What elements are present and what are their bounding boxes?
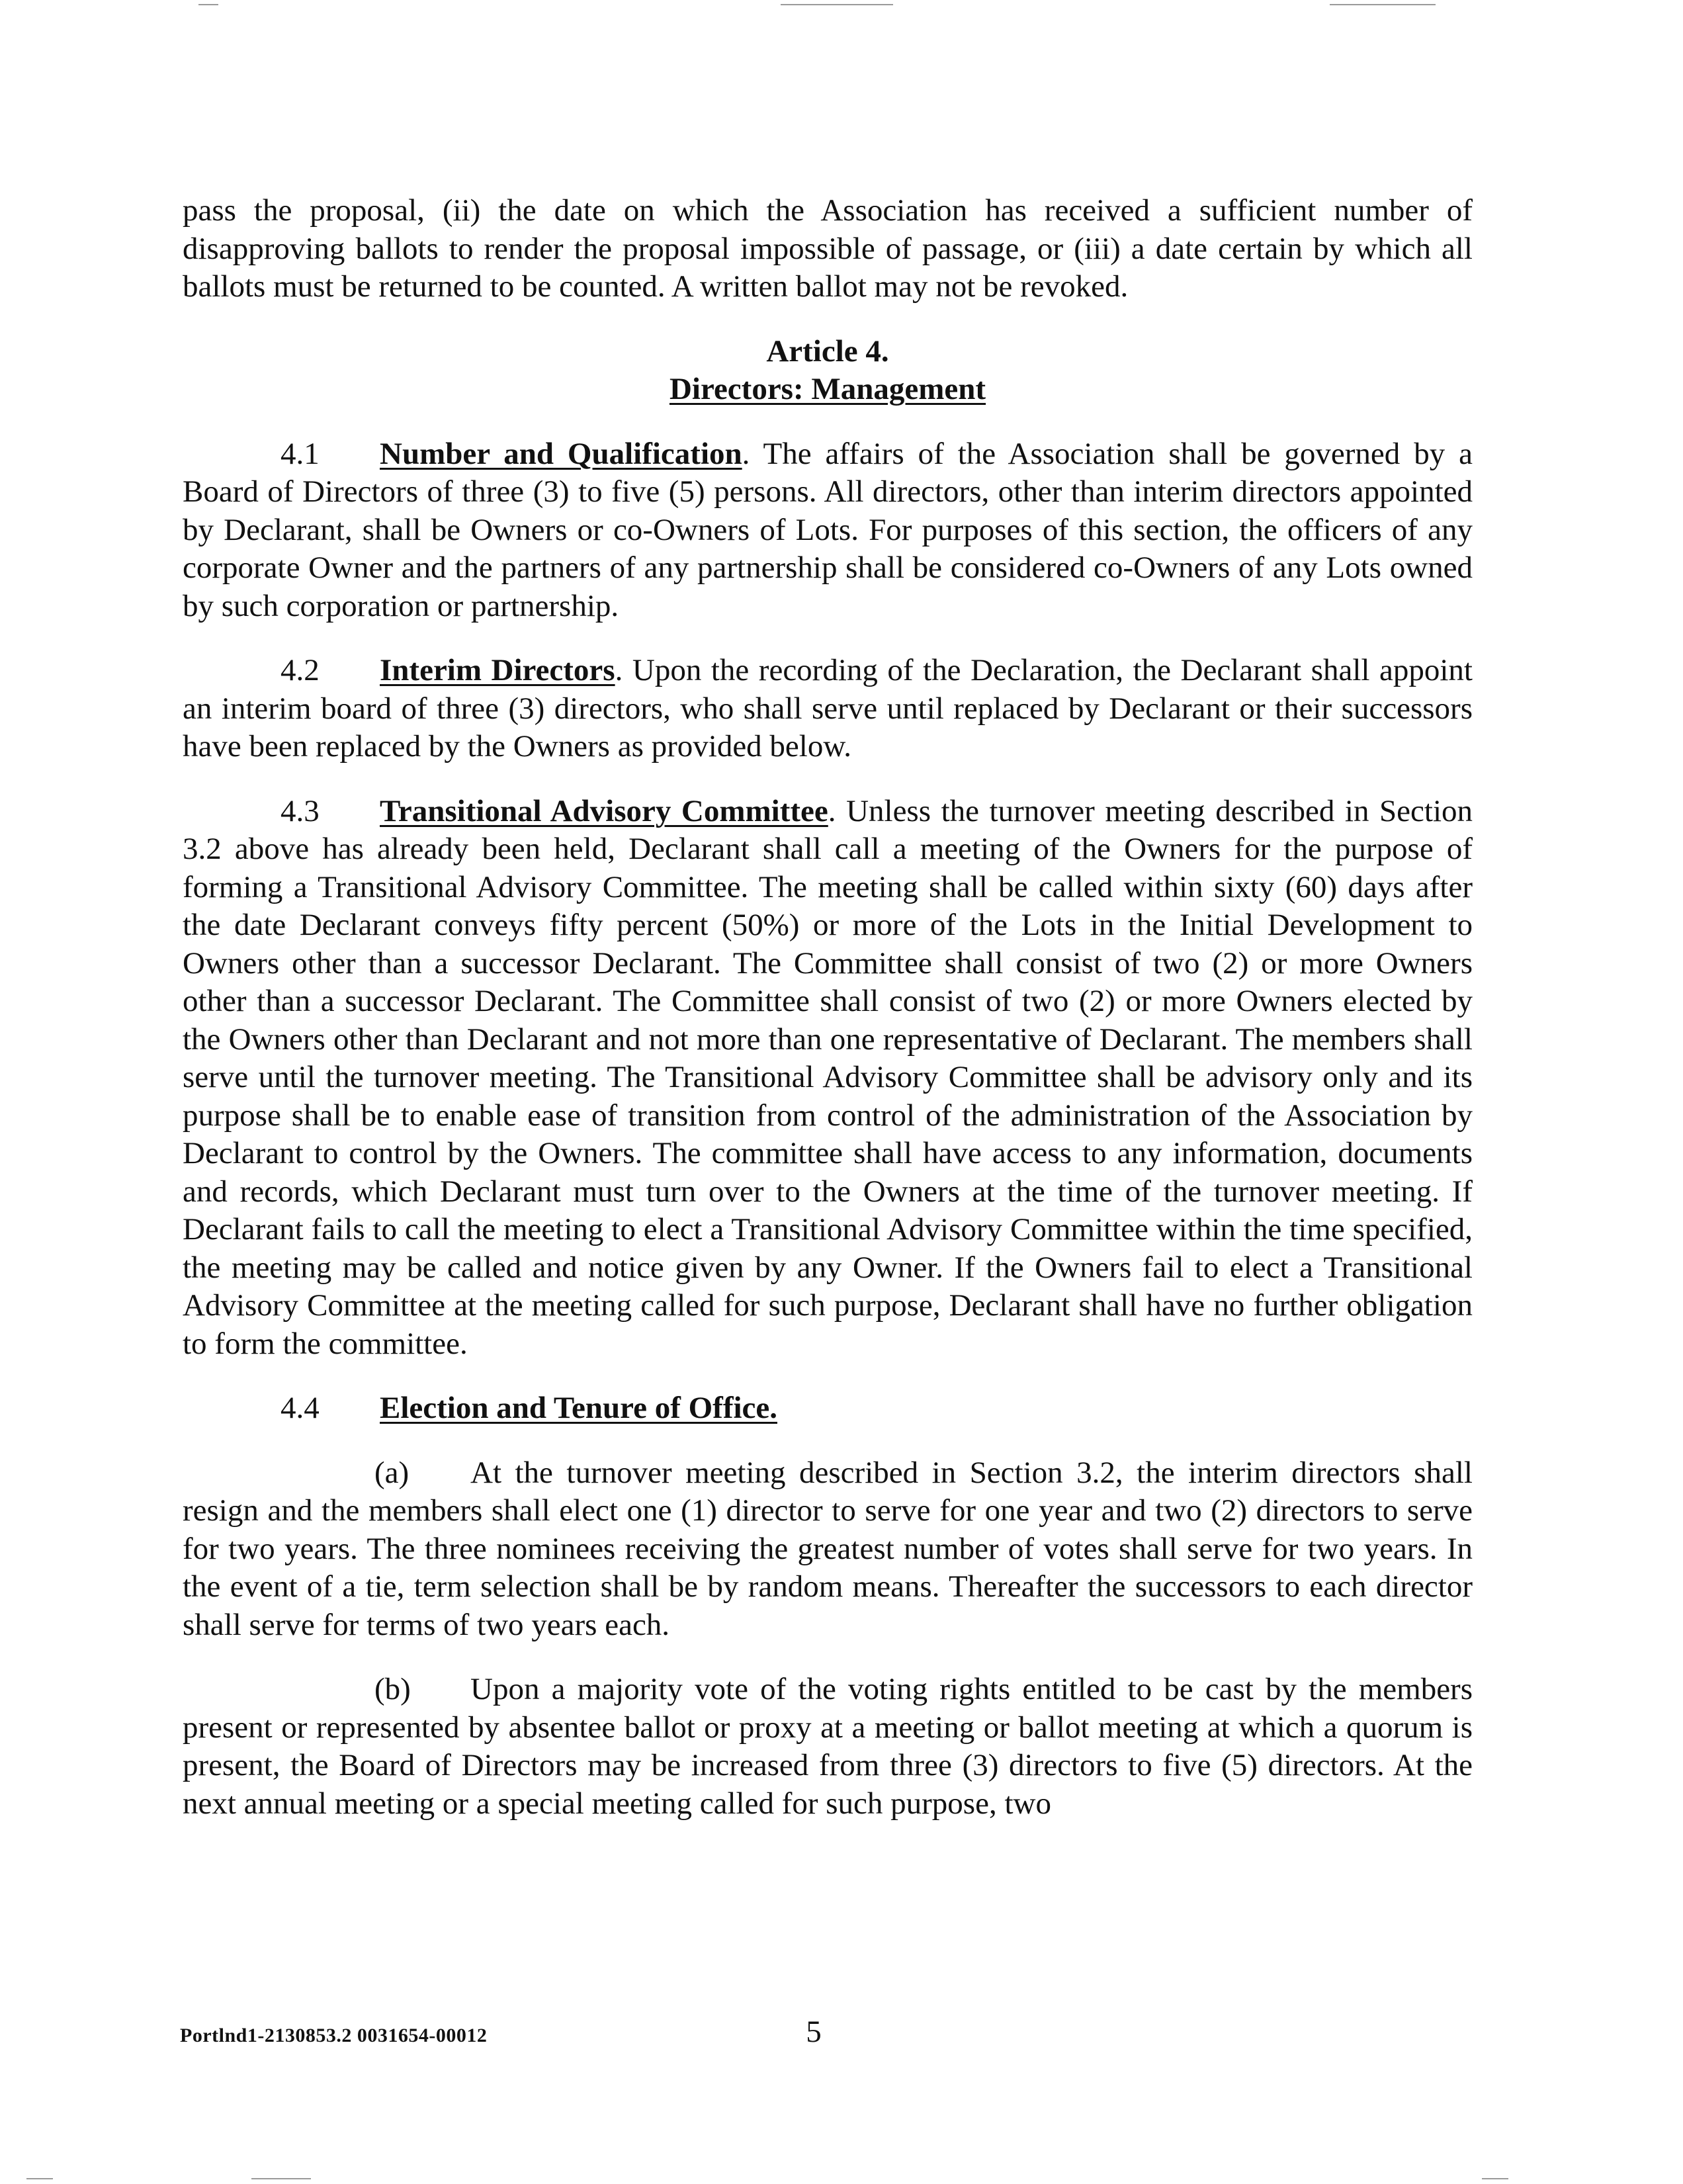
subsection-b: [183, 1671, 1473, 1823]
article-title: Directors: Management: [669, 372, 986, 406]
section-title: Interim Directors: [380, 653, 615, 687]
document-identifier: Portlnd1-2130853.2 0031654-00012: [180, 2025, 488, 2046]
section-title: Election and Tenure of Office.: [380, 1391, 777, 1425]
section-number: 4.1: [280, 436, 320, 471]
section-text: . Upon the recording of the Declaration, the Declarant shall appoint an interim board of three (3) directors, who shall serve until replaced by Declarant or their successors have been replaced by the Owners as provided below.: [183, 653, 1473, 764]
document-body: [183, 192, 1473, 1823]
section-4-2: [183, 652, 1473, 766]
scan-artifact: [26, 2178, 53, 2179]
scan-artifact: [198, 4, 218, 5]
article-number: Article 4.: [766, 333, 889, 369]
page-number: 5: [806, 2015, 822, 2049]
section-title: Transitional Advisory Committee: [380, 793, 828, 828]
article-heading: [183, 333, 1473, 409]
continuation-paragraph: pass the proposal, (ii) the date on which the Association has received a sufficient number of disapproving ballots to render the proposal impossible of passage, or (iii) a date certain by which all ballots must be returned to be counted. A written ballot may not be revoked.: [183, 193, 1473, 304]
section-text: . The affairs of the Association shall be governed by a Board of Directors of three (3) to five (5) persons. All directors, other than interim directors appointed by Declarant, shall be Owners or co-Owners of Lots. For purposes of this section, the officers of any corporate Owner and the partners of any partnership shall be considered co-Owners of any Lots owned by such corporation or partnership.: [183, 436, 1473, 623]
section-number: 4.3: [280, 793, 320, 828]
section-4-4: [183, 1389, 1473, 1428]
section-title: Number and Qualification: [380, 436, 742, 471]
subsection-a: [183, 1454, 1473, 1645]
subsection-text: Upon a majority vote of the voting rights entitled to be cast by the members present or represented by absentee ballot or proxy at a meeting or ballot meeting at which a quorum is present, the Board of Directors may be increased from three (3) directors to five (5) directors. At the next annual meeting or a special meeting called for such purpose, two: [183, 1672, 1473, 1821]
section-number: 4.2: [280, 653, 320, 687]
subsection-label: (a): [374, 1455, 410, 1490]
section-4-3: [183, 793, 1473, 1364]
section-number: 4.4: [280, 1391, 320, 1425]
subsection-text: At the turnover meeting described in Section 3.2, the interim directors shall resign and the members shall elect one (1) director to serve for one year and two (2) directors to serve for two years. The three nominees receiving the greatest number of votes shall serve for two years. In the event of a tie, term selection shall be by random means. Thereafter the successors to each director shall serve for terms of two years each.: [183, 1455, 1473, 1642]
scan-artifact: [1482, 2178, 1508, 2179]
section-text: . Unless the turnover meeting described in Section 3.2 above has already been held, Declarant shall call a meeting of the Owners for the purpose of forming a Transitional Advisory Committee. The meeting shall be called within sixty (60) days after the date Declarant conveys fifty percent (50%) or more of the Lots in the Initial Development to Owners other than a successor Declarant. The Committee shall consist of two (2) or more Owners other than a successor Declarant. The Committee shall consist of two (2) or more Owners elected by the Owners other than Declarant and not more than one representative of Declarant. The members shall serve until the turnover meeting. The Transitional Advisory Committee shall be advisory only and its purpose shall be to enable ease of transition from control of the administration of the Association by Declarant to control by the Owners. The committee shall have access to any information, documents and records, which Declarant must turn over to the Owners at the time of the turnover meeting. If Declarant fails to call the meeting to elect a Transitional Advisory Committee within the time specified, the meeting may be called and notice given by any Owner. If the Owners fail to elect a Transitional Advisory Committee at the meeting called for such purpose, Declarant shall have no further obligation to form the committee.: [183, 793, 1473, 1361]
scan-artifact: [781, 4, 893, 5]
section-4-1: [183, 435, 1473, 626]
scan-artifact: [1330, 4, 1436, 5]
scan-artifact: [251, 2178, 311, 2179]
subsection-label: (b): [374, 1672, 411, 1706]
